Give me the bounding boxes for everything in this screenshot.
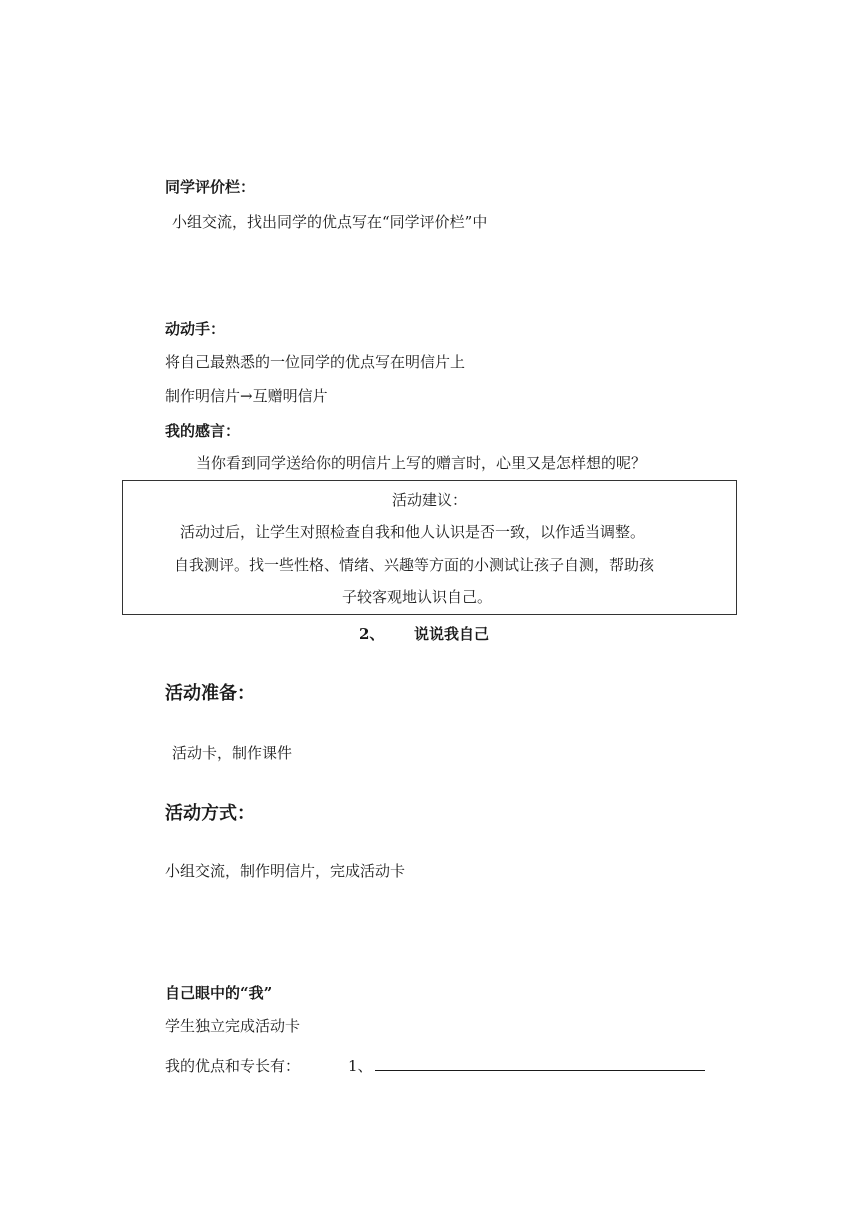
hands-on-line-1: 将自己最熟悉的一位同学的优点写在明信片上 (165, 353, 466, 371)
strengths-item-number: 1、 (348, 1057, 373, 1075)
peer-eval-heading: 同学评价栏： (165, 178, 256, 196)
strengths-label: 我的优点和专长有： (165, 1057, 301, 1075)
self-view-heading: 自己眼中的“我” (165, 984, 273, 1002)
strengths-item-1 (348, 1056, 705, 1076)
method-heading: 活动方式： (165, 803, 255, 824)
peer-eval-text: 小组交流，找出同学的优点写在“同学评价栏”中 (172, 213, 488, 231)
feelings-text: 当你看到同学送给你的明信片上写的赠言时，心里又是怎样想的呢？ (196, 454, 647, 472)
section-2-title: 说说我自己 (414, 625, 490, 643)
section-2-number: 2、 (359, 625, 385, 643)
prep-text: 活动卡，制作课件 (172, 744, 293, 762)
self-view-text: 学生独立完成活动卡 (165, 1017, 301, 1035)
prep-heading: 活动准备： (165, 683, 255, 704)
feelings-heading: 我的感言： (165, 422, 241, 440)
suggestion-title: 活动建议： (391, 491, 467, 509)
suggestion-line-3: 子较客观地认识自己。 (342, 588, 493, 606)
hands-on-heading: 动动手： (165, 320, 226, 338)
activity-suggestion-box (122, 480, 737, 615)
method-text: 小组交流，制作明信片，完成活动卡 (165, 862, 406, 880)
strengths-blank-line[interactable] (375, 1056, 705, 1071)
hands-on-line-2: 制作明信片→互赠明信片 (165, 387, 328, 405)
suggestion-line-1: 活动过后，让学生对照检查自我和他人认识是否一致，以作适当调整。 (180, 523, 646, 541)
suggestion-line-2: 自我测评。找一些性格、情绪、兴趣等方面的小测试让孩子自测，帮助孩 (174, 556, 655, 574)
